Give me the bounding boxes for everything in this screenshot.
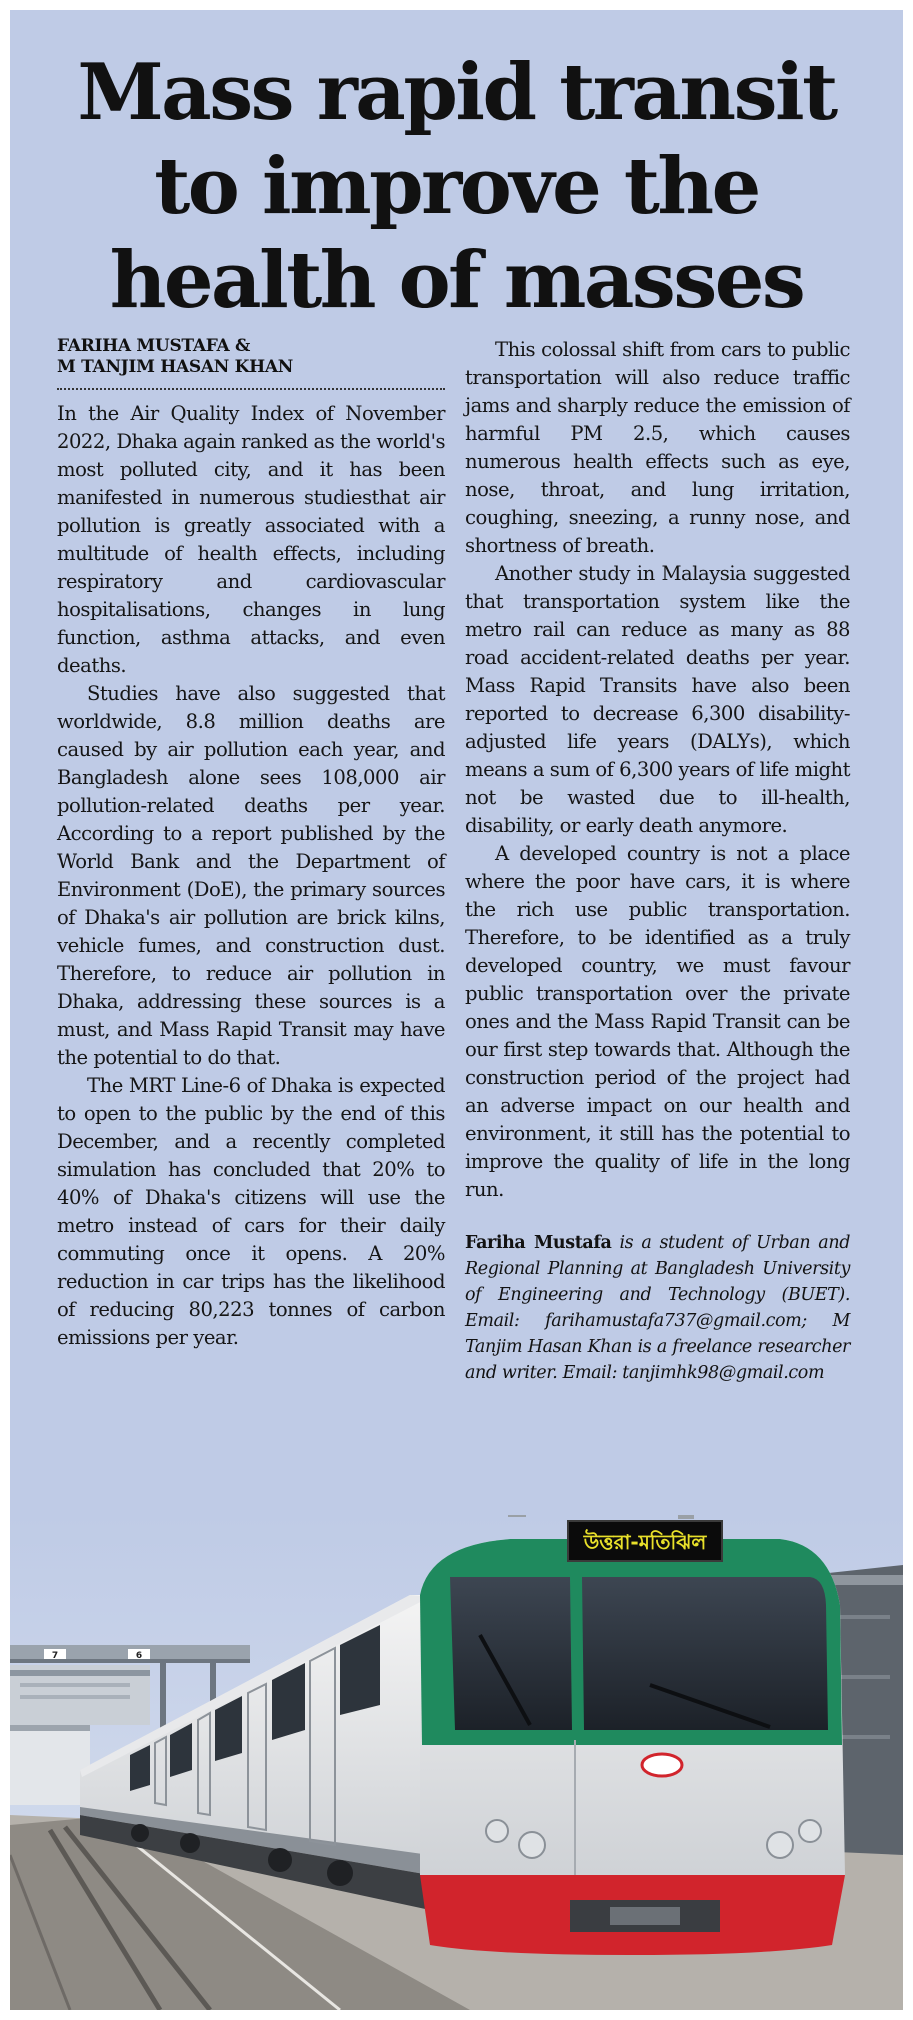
headlight-right-1: [767, 1832, 793, 1858]
author-bio: [465, 1230, 850, 1386]
left-windshield: [450, 1577, 572, 1730]
paragraph-3: The MRT Line-6 of Dhaka is expected to open to the public by the end of this December, and a recently completed simulation has concluded that 20% to 40% of Dhaka's citizens will use the metro instead of cars for their daily commuting once it opens. A 20% reduction in car trips has the likelihood of reducing 80,223 tonnes of carbon emissions per year.: [57, 1074, 445, 1349]
newspaper-page: [10, 10, 903, 2010]
paragraph-2: Studies have also suggested that worldwide, 8.8 million deaths are caused by air pollution each year, and Bangladesh alone sees 108,000 air pollution-related deaths per year. According to a report published by the World Bank and the Department of Environment (DoE), the primary sources of Dhaka's air pollution are brick kilns, vehicle fumes, and construction dust. Therefore, to reduce air pollution in Dhaka, addressing these sources is a must, and Mass Rapid Transit may have the potential to do that.: [57, 682, 445, 1069]
headline-line-1: Mass rapid transit: [77, 47, 836, 138]
headlight-left-1: [486, 1820, 508, 1842]
byline-divider: [57, 388, 445, 390]
paragraph-6: A developed country is not a place where the poor have cars, it is where the rich use public transportation. Therefore, to be identified as a truly developed country, we must favour public transportation over the private ones and the Mass Rapid Transit can be our first step towards that. Although the construction period of the project had an adverse impact on our health and environment, it still has the potential to improve the quality of life in the long run.: [465, 842, 850, 1201]
pillar-number-6: 6: [135, 1651, 143, 1661]
headlight-left-2: [519, 1832, 545, 1858]
author-bio-name: Fariha Mustafa: [465, 1233, 612, 1253]
paragraph-4: This colossal shift from cars to public transportation will also reduce traffic jams and sharply reduce the emission of harmful PM 2.5, which causes numerous health effects such as eye, nose, throat, and lung irritation, coughing, sneezing, a runny nose, and shortness of breath.: [465, 338, 850, 557]
metro-train-photo: [10, 1515, 903, 2010]
right-column: [465, 336, 850, 1386]
paragraph-5: Another study in Malaysia suggested that transportation system like the metro rail can reduce as many as 88 road accident-related deaths per year. Mass Rapid Transits have also been reported to decrease 6,300 disability-adjusted life years (DALYs), which means a sum of 6,300 years of life might not be wasted due to ill-health, disability, or early death anymore.: [465, 562, 850, 837]
headlight-right-2: [799, 1820, 821, 1842]
headline-line-3: health of masses: [109, 235, 804, 326]
author-bio-text: is a student of Urban and Regional Planning at Bangladesh University of Engineering and Technology (BUET). Email: farihamustafa737@gmail.com; M Tanjim Hasan Khan is a freelance researcher and writer. Email: tanjimhk98@gmail.com: [465, 1233, 850, 1383]
byline: [57, 336, 445, 378]
headline-line-2: to improve the: [154, 141, 759, 232]
right-windshield: [582, 1577, 828, 1730]
byline-line-2: M TANJIM HASAN KHAN: [57, 357, 293, 377]
paragraph-1: In the Air Quality Index of November 2022, Dhaka again ranked as the world's most polluted city, and it has been manifested in numerous studiesthat air pollution is greatly associated with a multitude of health effects, including respiratory and cardiovascular hospitalisations, changes in lung function, asthma attacks, and even deaths.: [57, 402, 446, 677]
headline: [10, 46, 903, 328]
left-column: [57, 336, 445, 1352]
pillar-number-7: 7: [51, 1651, 59, 1661]
byline-line-1: FARIHA MUSTAFA &: [57, 336, 251, 356]
destination-sign-text: উত্তরা-মতিঝিল: [583, 1530, 707, 1554]
metro-logo-icon: [642, 1754, 682, 1776]
